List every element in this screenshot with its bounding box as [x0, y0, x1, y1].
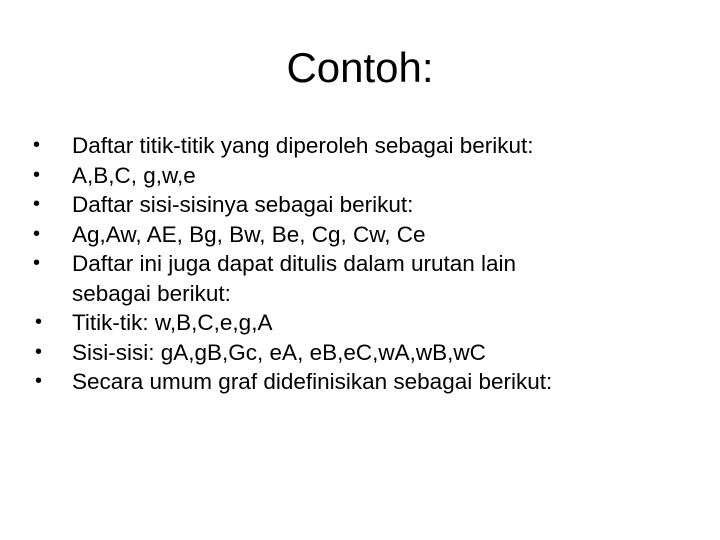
list-item	[0, 220, 720, 250]
list-item-text: Daftar ini juga dapat ditulis dalam urutan lain	[72, 251, 517, 276]
bullet-icon: •	[33, 222, 41, 245]
list-item	[0, 338, 720, 368]
list-item-text: Daftar titik-titik yang diperoleh sebagai berikut:	[72, 133, 534, 158]
list-item	[0, 308, 720, 338]
list-item-text: Titik-tik: w,B,C,e,g,A	[72, 310, 273, 335]
list-item	[0, 190, 720, 220]
list-item-text: A,B,C, g,w,e	[72, 162, 196, 188]
list-item	[0, 131, 720, 161]
list-item	[0, 367, 720, 397]
bullet-icon: •	[35, 370, 43, 392]
list-item-text-continuation: sebagai berikut:	[72, 280, 231, 306]
bullet-icon: •	[33, 163, 41, 186]
list-item-text: Ag,Aw, AE, Bg, Bw, Be, Cg, Cw, Ce	[72, 221, 426, 247]
list-item	[0, 249, 720, 308]
list-item-text: Sisi-sisi: gA,gB,Gc, eA, eB,eC,wA,wB,wC	[72, 339, 486, 365]
bullet-icon: •	[33, 193, 41, 215]
bullet-icon: •	[33, 134, 41, 156]
list-item-text: Secara umum graf didefinisikan sebagai berikut:	[72, 369, 553, 394]
list-item	[0, 161, 720, 191]
list-item-text: Daftar sisi-sisinya sebagai berikut:	[72, 192, 414, 217]
bullet-icon: •	[35, 311, 43, 333]
bullet-list	[0, 131, 720, 397]
slide-title: Contoh:	[286, 44, 434, 91]
bullet-icon: •	[35, 340, 43, 363]
bullet-icon: •	[33, 252, 41, 274]
